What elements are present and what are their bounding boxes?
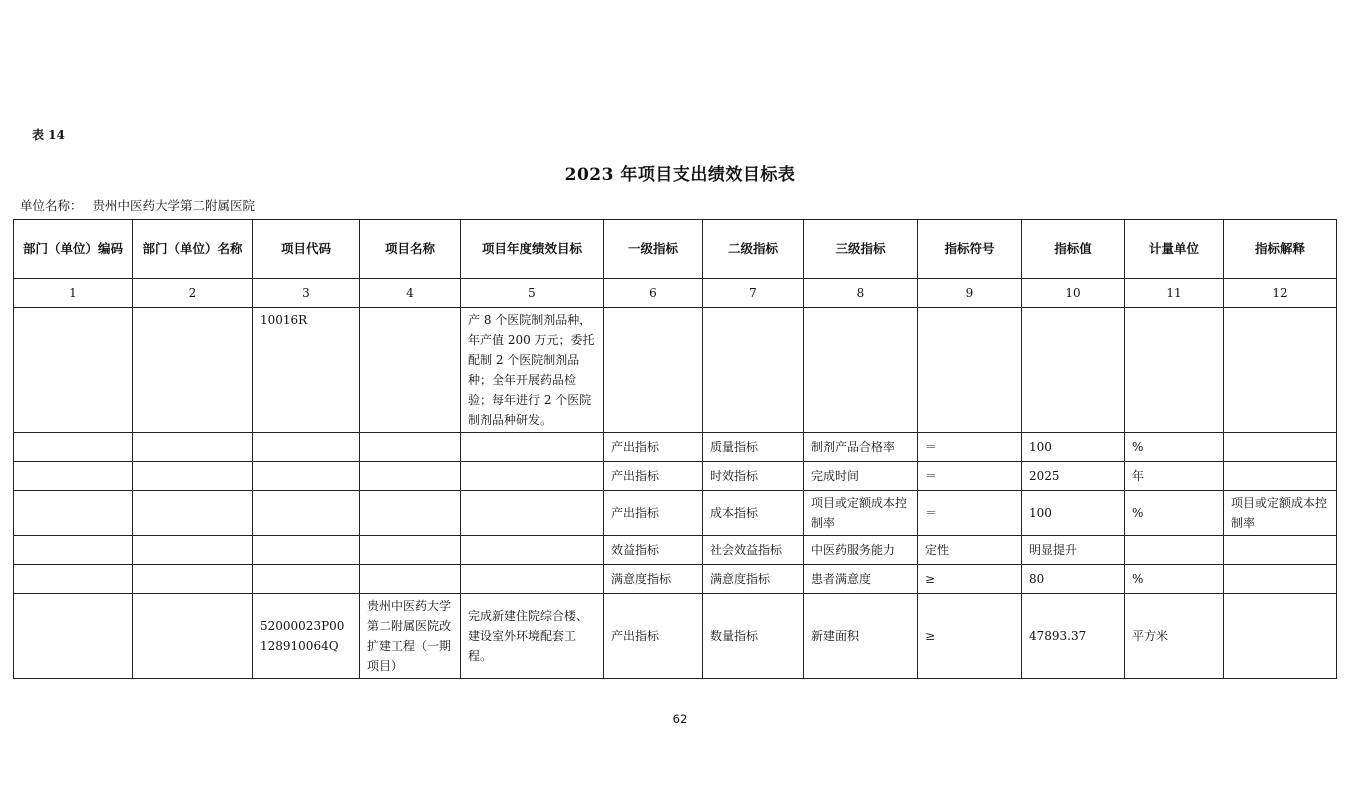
column-number: 12	[1224, 279, 1337, 308]
table-cell	[1224, 433, 1337, 462]
unit-label: 单位名称：	[20, 198, 83, 213]
table-cell	[360, 308, 461, 433]
table-cell: 47893.37	[1022, 594, 1125, 679]
table-cell	[133, 536, 253, 565]
table-cell: 完成新建住院综合楼、建设室外环境配套工程。	[461, 594, 604, 679]
table-cell: 产出指标	[604, 462, 703, 491]
column-number: 4	[360, 279, 461, 308]
table-cell: ≥	[918, 565, 1022, 594]
table-cell	[360, 433, 461, 462]
column-number: 2	[133, 279, 253, 308]
table-cell: 质量指标	[703, 433, 804, 462]
table-cell	[1224, 594, 1337, 679]
table-cell	[133, 462, 253, 491]
column-number: 1	[14, 279, 133, 308]
table-cell: 满意度指标	[604, 565, 703, 594]
header-cell: 计量单位	[1125, 220, 1224, 279]
table-cell	[1224, 565, 1337, 594]
table-cell: 新建面积	[804, 594, 918, 679]
table-row	[14, 491, 1337, 536]
table-cell	[461, 491, 604, 536]
table-cell: 效益指标	[604, 536, 703, 565]
table-cell	[253, 462, 360, 491]
table-cell: ≥	[918, 594, 1022, 679]
header-cell: 项目年度绩效目标	[461, 220, 604, 279]
header-cell: 部门（单位）名称	[133, 220, 253, 279]
table-cell: 完成时间	[804, 462, 918, 491]
header-cell: 部门（单位）编码	[14, 220, 133, 279]
table-cell: 社会效益指标	[703, 536, 804, 565]
table-cell: 产出指标	[604, 491, 703, 536]
table-cell: 10016R	[253, 308, 360, 433]
table-cell: ＝	[918, 491, 1022, 536]
table-cell: 定性	[918, 536, 1022, 565]
table-cell	[253, 433, 360, 462]
table-cell: 产 8 个医院制剂品种，年产值 200 万元；委托配制 2 个医院制剂品种；全年开展药品检验；每年进行 2 个医院制剂品种研发。	[461, 308, 604, 433]
column-number: 6	[604, 279, 703, 308]
page-title: 2023 年项目支出绩效目标表	[564, 165, 796, 185]
table-cell: %	[1125, 491, 1224, 536]
table-cell: 制剂产品合格率	[804, 433, 918, 462]
table-cell	[360, 565, 461, 594]
table-cell	[133, 308, 253, 433]
performance-table	[13, 219, 1337, 679]
table-cell	[1125, 536, 1224, 565]
table-cell	[14, 491, 133, 536]
header-cell: 指标值	[1022, 220, 1125, 279]
table-cell	[1224, 536, 1337, 565]
table-cell: %	[1125, 433, 1224, 462]
table-cell: 80	[1022, 565, 1125, 594]
table-cell: 贵州中医药大学第二附属医院改扩建工程（一期项目）	[360, 594, 461, 679]
table-cell	[918, 308, 1022, 433]
table-row	[14, 565, 1337, 594]
table-row	[14, 462, 1337, 491]
table-cell	[14, 462, 133, 491]
table-cell	[461, 536, 604, 565]
header-cell: 指标解释	[1224, 220, 1337, 279]
table-cell: 52000023P00128910064Q	[253, 594, 360, 679]
table-cell	[14, 594, 133, 679]
table-row	[14, 433, 1337, 462]
table-cell	[461, 433, 604, 462]
table-cell	[461, 565, 604, 594]
unit-line	[20, 196, 255, 214]
table-cell	[14, 536, 133, 565]
header-cell: 项目代码	[253, 220, 360, 279]
table-row	[14, 308, 1337, 433]
table-cell: 项目或定额成本控制率	[804, 491, 918, 536]
table-cell: 时效指标	[703, 462, 804, 491]
table-cell	[133, 491, 253, 536]
table-number: 表 14	[32, 128, 65, 142]
column-number: 3	[253, 279, 360, 308]
table-row	[14, 594, 1337, 679]
table-cell	[133, 594, 253, 679]
table-cell: 产出指标	[604, 594, 703, 679]
header-cell: 指标符号	[918, 220, 1022, 279]
table-cell	[133, 433, 253, 462]
table-row	[14, 536, 1337, 565]
table-cell	[604, 308, 703, 433]
header-cell: 项目名称	[360, 220, 461, 279]
table-cell: ＝	[918, 433, 1022, 462]
table-cell	[1224, 308, 1337, 433]
page-number: 62	[672, 712, 688, 726]
header-cell: 二级指标	[703, 220, 804, 279]
column-number: 7	[703, 279, 804, 308]
table-cell: 中医药服务能力	[804, 536, 918, 565]
table-cell	[1022, 308, 1125, 433]
table-cell: 成本指标	[703, 491, 804, 536]
unit-name: 贵州中医药大学第二附属医院	[92, 198, 256, 213]
table-cell	[804, 308, 918, 433]
table-cell	[14, 308, 133, 433]
table-cell: 100	[1022, 491, 1125, 536]
table-cell	[703, 308, 804, 433]
table-cell	[253, 491, 360, 536]
table-cell	[1125, 308, 1224, 433]
header-cell: 三级指标	[804, 220, 918, 279]
table-cell	[360, 491, 461, 536]
table-cell	[461, 462, 604, 491]
table-cell	[1224, 462, 1337, 491]
table-cell	[253, 565, 360, 594]
table-cell: 产出指标	[604, 433, 703, 462]
column-number: 5	[461, 279, 604, 308]
column-number: 11	[1125, 279, 1224, 308]
header-row	[14, 220, 1337, 279]
table-cell	[253, 536, 360, 565]
column-number-row	[14, 279, 1337, 308]
header-cell: 一级指标	[604, 220, 703, 279]
table-cell: %	[1125, 565, 1224, 594]
column-number: 8	[804, 279, 918, 308]
table-cell: ＝	[918, 462, 1022, 491]
table-cell	[14, 433, 133, 462]
table-cell: 项目或定额成本控制率	[1224, 491, 1337, 536]
column-number: 10	[1022, 279, 1125, 308]
table-cell	[133, 565, 253, 594]
table-cell: 2025	[1022, 462, 1125, 491]
table-cell: 100	[1022, 433, 1125, 462]
table-cell: 患者满意度	[804, 565, 918, 594]
table-cell: 年	[1125, 462, 1224, 491]
column-number: 9	[918, 279, 1022, 308]
table-cell: 数量指标	[703, 594, 804, 679]
table-cell	[360, 536, 461, 565]
table-cell: 满意度指标	[703, 565, 804, 594]
table-cell	[360, 462, 461, 491]
table-cell: 平方米	[1125, 594, 1224, 679]
table-cell: 明显提升	[1022, 536, 1125, 565]
table-cell	[14, 565, 133, 594]
